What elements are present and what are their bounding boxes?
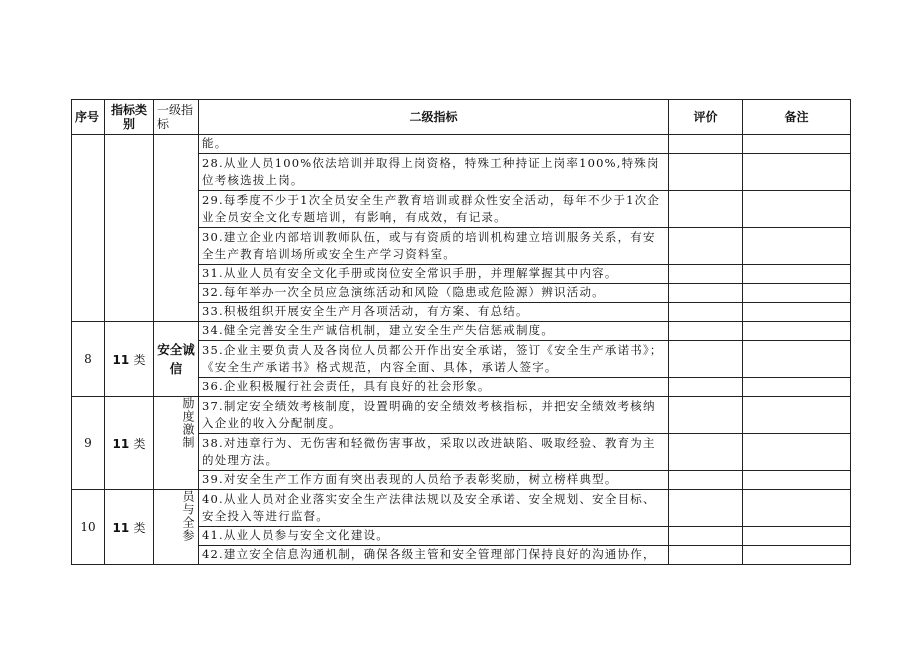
category-number: 11: [112, 520, 130, 535]
evaluation-cell[interactable]: [669, 228, 743, 265]
remarks-cell[interactable]: [743, 341, 851, 378]
level2-item: 29.每季度不少于1次全员安全生产教育培训或群众性安全活动，每年不少于1次企业全员安全文化专题培训，有影响，有成效，有记录。: [199, 191, 669, 228]
evaluation-cell[interactable]: [669, 322, 743, 341]
remarks-cell[interactable]: [743, 434, 851, 471]
header-evaluation: 评价: [669, 100, 743, 135]
table-row: [72, 135, 851, 154]
level2-item: 34.健全完善安全生产诚信机制，建立安全生产失信惩戒制度。: [199, 322, 669, 341]
evaluation-cell[interactable]: [669, 471, 743, 490]
category-cell: [105, 322, 154, 397]
seq-cell-prev: [72, 135, 105, 322]
header-level2: 二级指标: [199, 100, 669, 135]
level2-item: 37.制定安全绩效考核制度，设置明确的安全绩效考核指标，并把安全绩效考核纳入企业的收入分配制度。: [199, 397, 669, 434]
table-row: [72, 490, 851, 527]
remarks-cell[interactable]: [743, 471, 851, 490]
indicator-table: [71, 99, 851, 565]
level2-item: 28.从业人员100%依法培训并取得上岗资格，特殊工种持证上岗率100%,特殊岗位考核选拔上岗。: [199, 154, 669, 191]
header-category: 指标类别: [105, 100, 154, 135]
category-unit: 类: [133, 520, 146, 535]
evaluation-cell[interactable]: [669, 434, 743, 471]
header-level1: 一级指标: [154, 100, 199, 135]
remarks-cell[interactable]: [743, 546, 851, 565]
table-row: [72, 322, 851, 341]
level2-item: 36.企业积极履行社会责任，具有良好的社会形象。: [199, 378, 669, 397]
level2-item: 能。: [199, 135, 669, 154]
remarks-cell[interactable]: [743, 397, 851, 434]
level2-item: 40.从业人员对企业落实安全生产法律法规以及安全承诺、安全规划、安全目标、安全投入等进行监督。: [199, 490, 669, 527]
category-cell: [105, 490, 154, 565]
remarks-cell[interactable]: [743, 284, 851, 303]
remarks-cell[interactable]: [743, 322, 851, 341]
category-number: 11: [112, 352, 130, 367]
level2-item: 39.对安全生产工作方面有突出表现的人员给予表彰奖励，树立榜样典型。: [199, 471, 669, 490]
header-seq: 序号: [72, 100, 105, 135]
category-cell-prev: [105, 135, 154, 322]
evaluation-cell[interactable]: [669, 154, 743, 191]
level1-cell-prev: [154, 135, 199, 322]
evaluation-cell[interactable]: [669, 284, 743, 303]
evaluation-cell[interactable]: [669, 191, 743, 228]
level1-cell: 员与全参: [154, 490, 199, 565]
evaluation-cell[interactable]: [669, 527, 743, 546]
remarks-cell[interactable]: [743, 527, 851, 546]
category-unit: 类: [133, 436, 146, 451]
remarks-cell[interactable]: [743, 265, 851, 284]
evaluation-cell[interactable]: [669, 135, 743, 154]
level2-item: 31.从业人员有安全文化手册或岗位安全常识手册，并理解掌握其中内容。: [199, 265, 669, 284]
seq-cell: 10: [72, 490, 105, 565]
level2-item: 33.积极组织开展安全生产月各项活动，有方案、有总结。: [199, 303, 669, 322]
evaluation-cell[interactable]: [669, 378, 743, 397]
remarks-cell[interactable]: [743, 135, 851, 154]
seq-cell: 9: [72, 397, 105, 490]
remarks-cell[interactable]: [743, 378, 851, 397]
remarks-cell[interactable]: [743, 154, 851, 191]
remarks-cell[interactable]: [743, 191, 851, 228]
remarks-cell[interactable]: [743, 228, 851, 265]
evaluation-cell[interactable]: [669, 397, 743, 434]
category-number: 11: [112, 436, 130, 451]
header-remarks: 备注: [743, 100, 851, 135]
level2-item: 41.从业人员参与安全文化建设。: [199, 527, 669, 546]
evaluation-cell[interactable]: [669, 303, 743, 322]
level2-item: 30.建立企业内部培训教师队伍，或与有资质的培训机构建立培训服务关系，有安全生产教育培训场所或安全生产学习资料室。: [199, 228, 669, 265]
table-header-row: [72, 100, 851, 135]
category-cell: [105, 397, 154, 490]
level1-cell: 安全诚信: [154, 322, 199, 397]
level1-cell: 励度激制: [154, 397, 199, 490]
remarks-cell[interactable]: [743, 490, 851, 527]
evaluation-cell[interactable]: [669, 546, 743, 565]
level2-item: 32.每年举办一次全员应急演练活动和风险（隐患或危险源）辨识活动。: [199, 284, 669, 303]
evaluation-cell[interactable]: [669, 490, 743, 527]
table-row: [72, 397, 851, 434]
evaluation-cell[interactable]: [669, 341, 743, 378]
category-unit: 类: [133, 352, 146, 367]
level2-item: 42.建立安全信息沟通机制，确保各级主管和安全管理部门保持良好的沟通协作，: [199, 546, 669, 565]
remarks-cell[interactable]: [743, 303, 851, 322]
level2-item: 38.对违章行为、无伤害和轻微伤害事故，采取以改进缺陷、吸取经验、教育为主的处理方法。: [199, 434, 669, 471]
seq-cell: 8: [72, 322, 105, 397]
evaluation-cell[interactable]: [669, 265, 743, 284]
level2-item: 35.企业主要负责人及各岗位人员都公开作出安全承诺，签订《安全生产承诺书》；《安全生产承诺书》格式规范，内容全面、具体，承诺人签字。: [199, 341, 669, 378]
